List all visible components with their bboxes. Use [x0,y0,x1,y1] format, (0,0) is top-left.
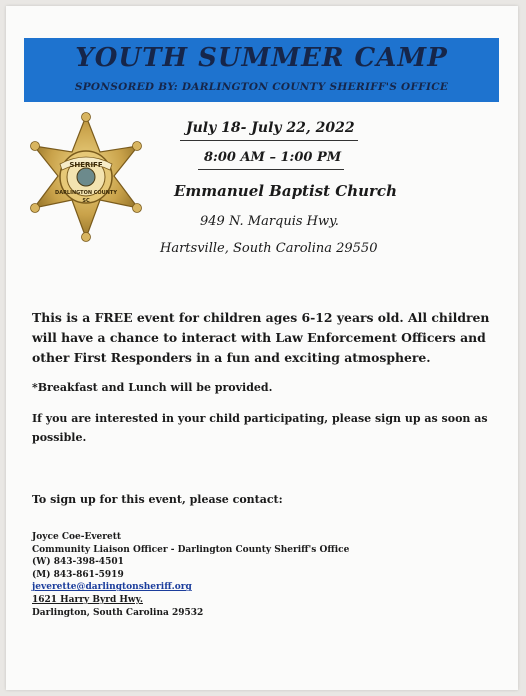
event-description: This is a FREE event for children ages 6-12 years old. All children will have a chance to interact with Law Enforcement Officers and other First Responders in a fun and exciting atmosphere. [32,310,490,365]
banner-title: YOUTH SUMMER CAMP [75,43,448,73]
title-banner [24,38,499,102]
time-underline [198,169,344,170]
event-dates: July 18- July 22, 2022 [186,120,355,136]
date-underline [180,140,358,141]
contact-street: 1621 Harry Byrd Hwy. [32,594,143,605]
badge-top-text: SHERIFF [69,161,103,169]
contact-email-link[interactable]: jeverette@darlingtonsheriff.org [32,582,192,593]
event-city: Hartsville, South Carolina 29550 [160,241,378,256]
banner-subtitle: SPONSORED BY: DARLINGTON COUNTY SHERIFF'S OFFICE [74,81,449,93]
signup-note: If you are interested in your child participating, please sign up as soon as possible. [32,412,488,444]
contact-title: Community Liaison Officer - Darlington County Sheriff's Office [32,544,350,555]
contact-name: Joyce Coe-Everett [32,532,122,542]
badge-state-text: SC [82,198,90,204]
meals-note: *Breakfast and Lunch will be provided. [32,381,273,394]
event-time: 8:00 AM – 1:00 PM [204,150,342,165]
event-address: 949 N. Marquis Hwy. [200,214,339,229]
sheriff-star-badge-icon [30,112,142,242]
contact-city: Darlington, South Carolina 29532 [32,607,204,618]
contact-mobile-phone: (M) 843-861-5919 [32,569,124,580]
badge-county-text: DARLINGTON COUNTY [55,190,117,196]
event-venue: Emmanuel Baptist Church [174,182,397,200]
contact-block [32,531,362,619]
contact-work-phone: (W) 843-398-4501 [32,557,124,568]
contact-intro: To sign up for this event, please contact: [32,493,283,506]
